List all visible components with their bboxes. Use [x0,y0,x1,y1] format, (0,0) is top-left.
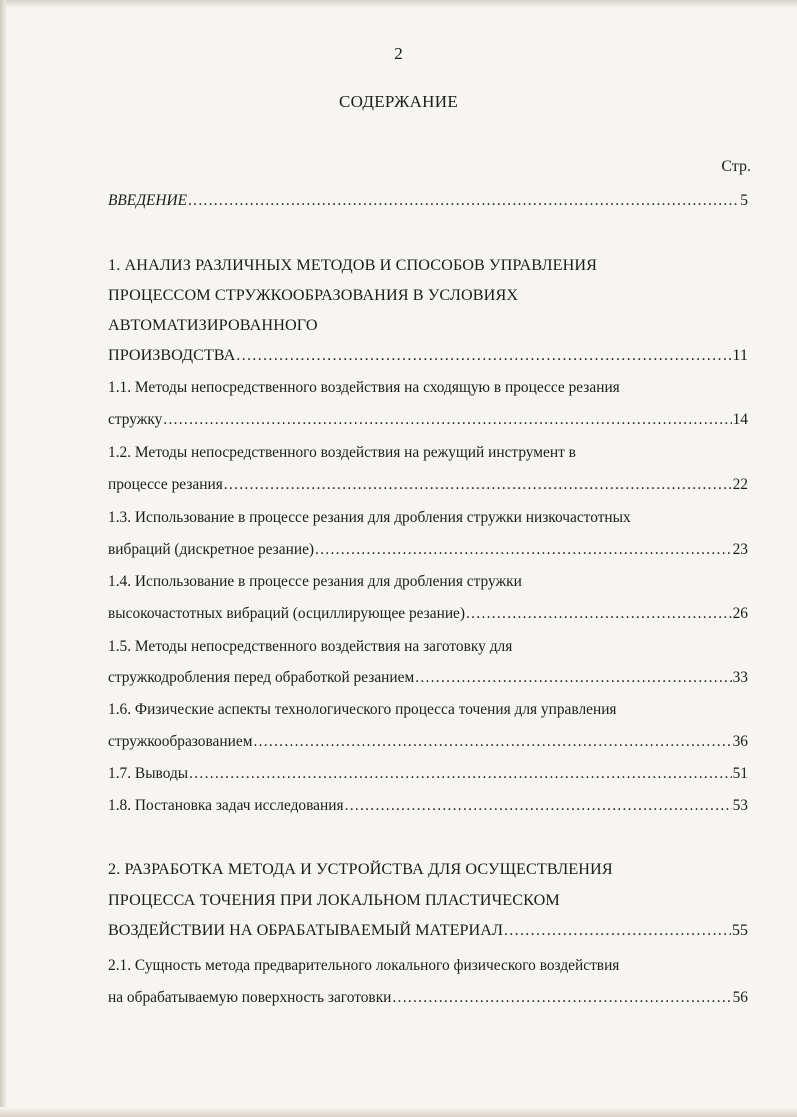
page-column-label: Стр. [721,158,751,175]
toc-entry-title: стружку [108,411,163,428]
scan-edge-bottom [0,1107,797,1117]
toc-entry-title: ВОЗДЕЙСТВИИ НА ОБРАБАТЫВАЕМЫЙ МАТЕРИАЛ [108,921,503,939]
toc-entry-chapter-1[interactable] [108,344,748,366]
toc-section-1-2-line-1: 1.2. Методы непосредственного воздействия на режущий инструмент в [108,444,576,461]
toc-section-2-1-line-1: 2.1. Сущность метода предварительного локального физического воздействия [108,957,620,974]
toc-dot-leader [415,667,731,689]
toc-dot-leader [163,409,731,431]
page-number: 2 [394,44,403,63]
toc-dot-leader [189,763,731,785]
toc-chapter-2-line-1: 2. РАЗРАБОТКА МЕТОДА И УСТРОЙСТВА ДЛЯ ОСУЩЕСТВЛЕНИЯ [108,860,613,878]
toc-entry-title: 1.8. Постановка задач исследования [108,797,344,814]
toc-entry-page: 26 [732,605,748,622]
toc-section-1-1-line-1: 1.1. Методы непосредственного воздействия на сходящую в процессе резания [108,379,620,396]
toc-dot-leader [188,190,739,212]
toc-dot-leader [345,795,732,817]
toc-entry-page: 33 [732,669,748,686]
toc-entry-page: 55 [731,921,748,939]
toc-entry-section-1-7[interactable] [108,763,748,785]
toc-chapter-1-line-1: 1. АНАЛИЗ РАЗЛИЧНЫХ МЕТОДОВ И СПОСОБОВ УПРАВЛЕНИЯ [108,256,598,274]
toc-dot-leader [315,539,732,561]
toc-entry-page: 11 [732,346,748,364]
toc-chapter-2-line-2: ПРОЦЕССА ТОЧЕНИЯ ПРИ ЛОКАЛЬНОМ ПЛАСТИЧЕСКОМ [108,891,560,909]
toc-dot-leader [504,919,731,941]
toc-entry-title: ПРОИЗВОДСТВА [108,346,236,364]
toc-section-1-6-line-1: 1.6. Физические аспекты технологического процесса точения для управления [108,701,617,718]
scan-edge-top [0,0,797,8]
toc-section-1-3-line-1: 1.3. Использование в процессе резания для дробления стружки низкочастотных [108,509,631,526]
toc-entry-title: на обрабатываемую поверхность заготовки [108,989,392,1006]
toc-section-1-5-line-1: 1.5. Методы непосредственного воздействия на заготовку для [108,638,513,655]
toc-entry-page: 22 [732,476,748,493]
toc-entry-section-2-1[interactable] [108,987,748,1009]
toc-section-1-4-line-1: 1.4. Использование в процессе резания для дробления стружки [108,573,522,590]
toc-entry-page: 56 [732,989,748,1006]
toc-entry-title: вибраций (дискретное резание) [108,541,315,558]
toc-entry-section-1-4[interactable] [108,603,748,625]
toc-entry-title: процессе резания [108,476,223,493]
toc-entry-section-1-2[interactable] [108,474,748,496]
toc-dot-leader [392,987,731,1009]
toc-dot-leader [236,344,731,366]
toc-chapter-1-line-3: АВТОМАТИЗИРОВАННОГО [108,316,318,334]
toc-chapter-1-line-2: ПРОЦЕССОМ СТРУЖКООБРАЗОВАНИЯ В УСЛОВИЯХ [108,286,519,304]
toc-entry-title: высокочастотных вибраций (осциллирующее резание) [108,605,466,622]
toc-dot-leader [224,474,732,496]
toc-entry-page: 23 [732,541,748,558]
toc-entry-section-1-8[interactable] [108,795,748,817]
toc-entry-title: ВВЕДЕНИЕ [108,192,188,209]
toc-entry-chapter-2[interactable] [108,919,748,941]
toc-entry-page: 36 [732,733,748,750]
toc-dot-leader [466,603,732,625]
toc-entry-section-1-6[interactable] [108,731,748,753]
toc-entry-section-1-5[interactable] [108,667,748,689]
toc-entry-section-1-1[interactable] [108,409,748,431]
toc-entry-title: 1.7. Выводы [108,765,189,782]
toc-entry-page: 53 [732,797,748,814]
toc-entry-page: 5 [740,192,748,209]
toc-entry-title: стружкообразованием [108,733,253,750]
toc-entry-page: 51 [732,765,748,782]
toc-entry-intro[interactable] [108,190,748,212]
toc-dot-leader [253,731,731,753]
scan-edge-left [0,0,6,1117]
toc-entry-page: 14 [732,411,748,428]
page-title: СОДЕРЖАНИЕ [338,92,459,111]
toc-entry-title: стружкодробления перед обработкой резанием [108,669,415,686]
toc-entry-section-1-3[interactable] [108,539,748,561]
